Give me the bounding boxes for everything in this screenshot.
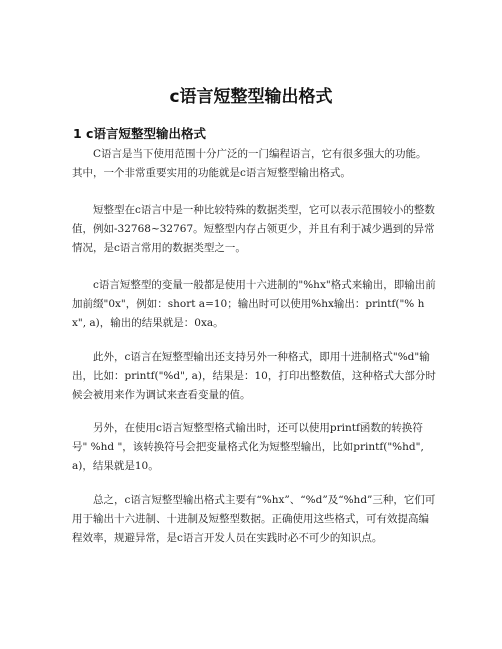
paragraph-decimal-format: 此外，c语言在短整型输出还支持另外一种格式，即用十进制格式"%d"输出，比如：printf("%d", a)，结果是：10，打印出整数值，这种格式大部分时候会被用来作为调试来查看变量的值。	[72, 351, 436, 401]
paragraph-hd-format: 另外，在使用c语言短整型格式输出时，还可以使用printf函数的转换符号" %hd "，该转换符号会把变量格式化为短整型输出，比如printf("%hd", a)，结果就是10。	[72, 422, 424, 472]
document-title: c语言短整型输出格式	[169, 87, 333, 107]
paragraph-intro: C语言是当下使用范围十分广泛的一门编程语言，它有很多强大的功能。其中，一个非常重要实用的功能就是c语言短整型输出格式。	[72, 148, 427, 179]
paragraph-hex-format: c语言短整型的变量一般都是使用十六进制的"%hx"格式来输出，即输出前加前缀"0x"，例如：short a=10；输出时可以使用%hx输出：printf("% hx", a)，输出的结果就是：0xa。	[72, 279, 436, 329]
paragraph-short-type: 短整型在c语言中是一种比较特殊的数据类型，它可以表示范围较小的整数值，例如-32768~32767。短整型内存占领更少，并且有利于减少遇到的异常情况，是c语言常用的数据类型之一。	[72, 204, 435, 254]
paragraph-summary: 总之，c语言短整型输出格式主要有“%hx”、“%d”及“%hd”三种，它们可用于输出十六进制、十进制及短整型数据。正确使用这些格式，可有效提高编程效率，规避异常，是c语言开发人员在实践时必不可少的知识点。	[72, 494, 436, 544]
section-heading: 1 c语言短整型输出格式	[73, 126, 206, 141]
